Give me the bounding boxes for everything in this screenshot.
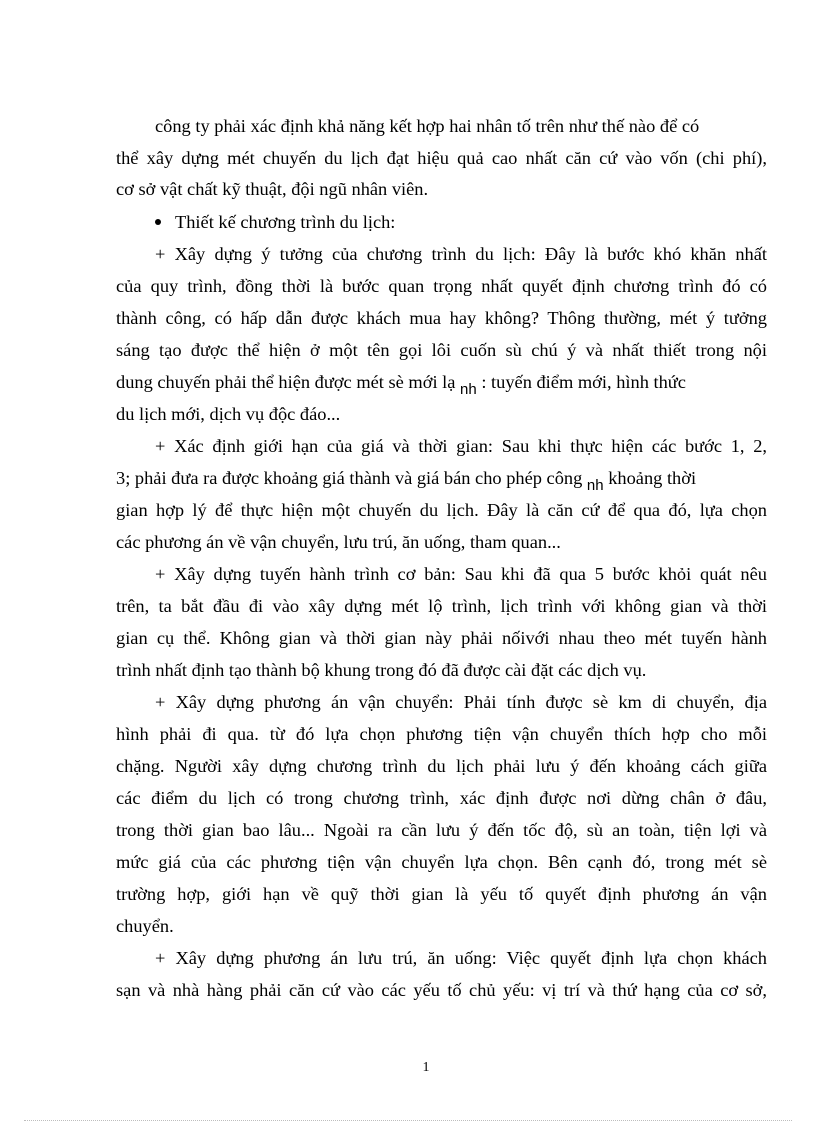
text-line: các điểm du lịch có trong chương trình, xác định được nơi dừng chân ở đâu, (116, 788, 767, 808)
text-line: + Xây dựng tuyến hành trình cơ bản: Sau khi đã qua 5 bước khỏi quát nêu (155, 564, 767, 584)
text-line: thành công, có hấp dẫn được khách mua hay không? Thông thường, mét ý tưởng (116, 308, 767, 328)
text-line: sạn và nhà hàng phải căn cứ vào các yếu tố chủ yếu: vị trí và thứ hạng của cơ sở, (116, 980, 767, 1000)
text-line: công ty phải xác định khả năng kết hợp hai nhân tố trên như thế nào để có (155, 116, 700, 136)
bullet-text: Thiết kế chương trình du lịch: (175, 212, 396, 232)
text-line: chặng. Người xây dựng chương trình du lịch phải lưu ý đến khoảng cách giữa (116, 756, 767, 776)
text-line: + Xây dựng phương án lưu trú, ăn uống: Việc quyết định lựa chọn khách (155, 948, 767, 968)
text-line: thể xây dựng mét chuyến du lịch đạt hiệu quả cao nhất căn cứ vào vốn (chi phí), (116, 148, 767, 168)
text-line: cơ sở vật chất kỹ thuật, đội ngũ nhân viên. (116, 179, 429, 199)
text-line (116, 370, 767, 396)
bullet-item (155, 210, 395, 234)
text-segment: 3; phải đưa ra được khoảng giá thành và giá bán cho phép công (116, 468, 583, 488)
text-line: của quy trình, đồng thời là bước quan trọng nhất quyết định chương trình đó có (116, 276, 767, 296)
text-line (116, 466, 767, 492)
text-line: sáng tạo được thể hiện ở một tên gọi lôi cuốn sù chú ý và nhất thiết trong nội (116, 340, 767, 360)
text-segment: khoảng thời (608, 468, 697, 488)
text-line: + Xây dựng ý tưởng của chương trình du lịch: Đây là bước khó khăn nhất (155, 244, 767, 264)
text-segment: dung chuyến phải thể hiện được mét sè mới lạ (116, 372, 456, 392)
text-line: trình nhất định tạo thành bộ khung trong đó đã được cài đặt các dịch vụ. (116, 660, 647, 680)
text-line: các phương án về vận chuyển, lưu trú, ăn uống, tham quan... (116, 532, 561, 552)
text-line: mức giá của các phương tiện vận chuyển lựa chọn. Bên cạnh đó, trong mét sè (116, 852, 767, 872)
text-line: du lịch mới, dịch vụ độc đáo... (116, 404, 341, 424)
text-line: gian hợp lý để thực hiện một chuyến du lịch. Đây là căn cứ để qua đó, lựa chọn (116, 500, 767, 520)
text-line: trong thời gian bao lâu... Ngoài ra cần lưu ý đến tốc độ, sù an toàn, tiện lợi và (116, 820, 767, 840)
text-line: + Xây dựng phương án vận chuyển: Phải tính được sè km di chuyển, địa (155, 692, 767, 712)
text-segment: : tuyến điểm mới, hình thức (481, 372, 686, 392)
bullet-icon (155, 219, 161, 225)
page-bottom-divider (24, 1120, 792, 1121)
subscript-mark: nh (460, 381, 477, 398)
text-line: gian cụ thể. Không gian và thời gian này phải nốivới nhau theo mét tuyến hành (116, 628, 767, 648)
text-line: + Xác định giới hạn của giá và thời gian: Sau khi thực hiện các bước 1, 2, (155, 436, 767, 456)
page-number: 1 (422, 1060, 430, 1075)
text-line: chuyển. (116, 916, 174, 936)
text-line: hình phải đi qua. từ đó lựa chọn phương tiện vận chuyển thích hợp cho mỗi (116, 724, 767, 744)
text-line: trường hợp, giới hạn về quỹ thời gian là yếu tố quyết định phương án vận (116, 884, 767, 904)
text-line: trên, ta bắt đầu đi vào xây dựng mét lộ trình, lịch trình với không gian và thời (116, 596, 767, 616)
subscript-mark: nh (586, 477, 604, 494)
